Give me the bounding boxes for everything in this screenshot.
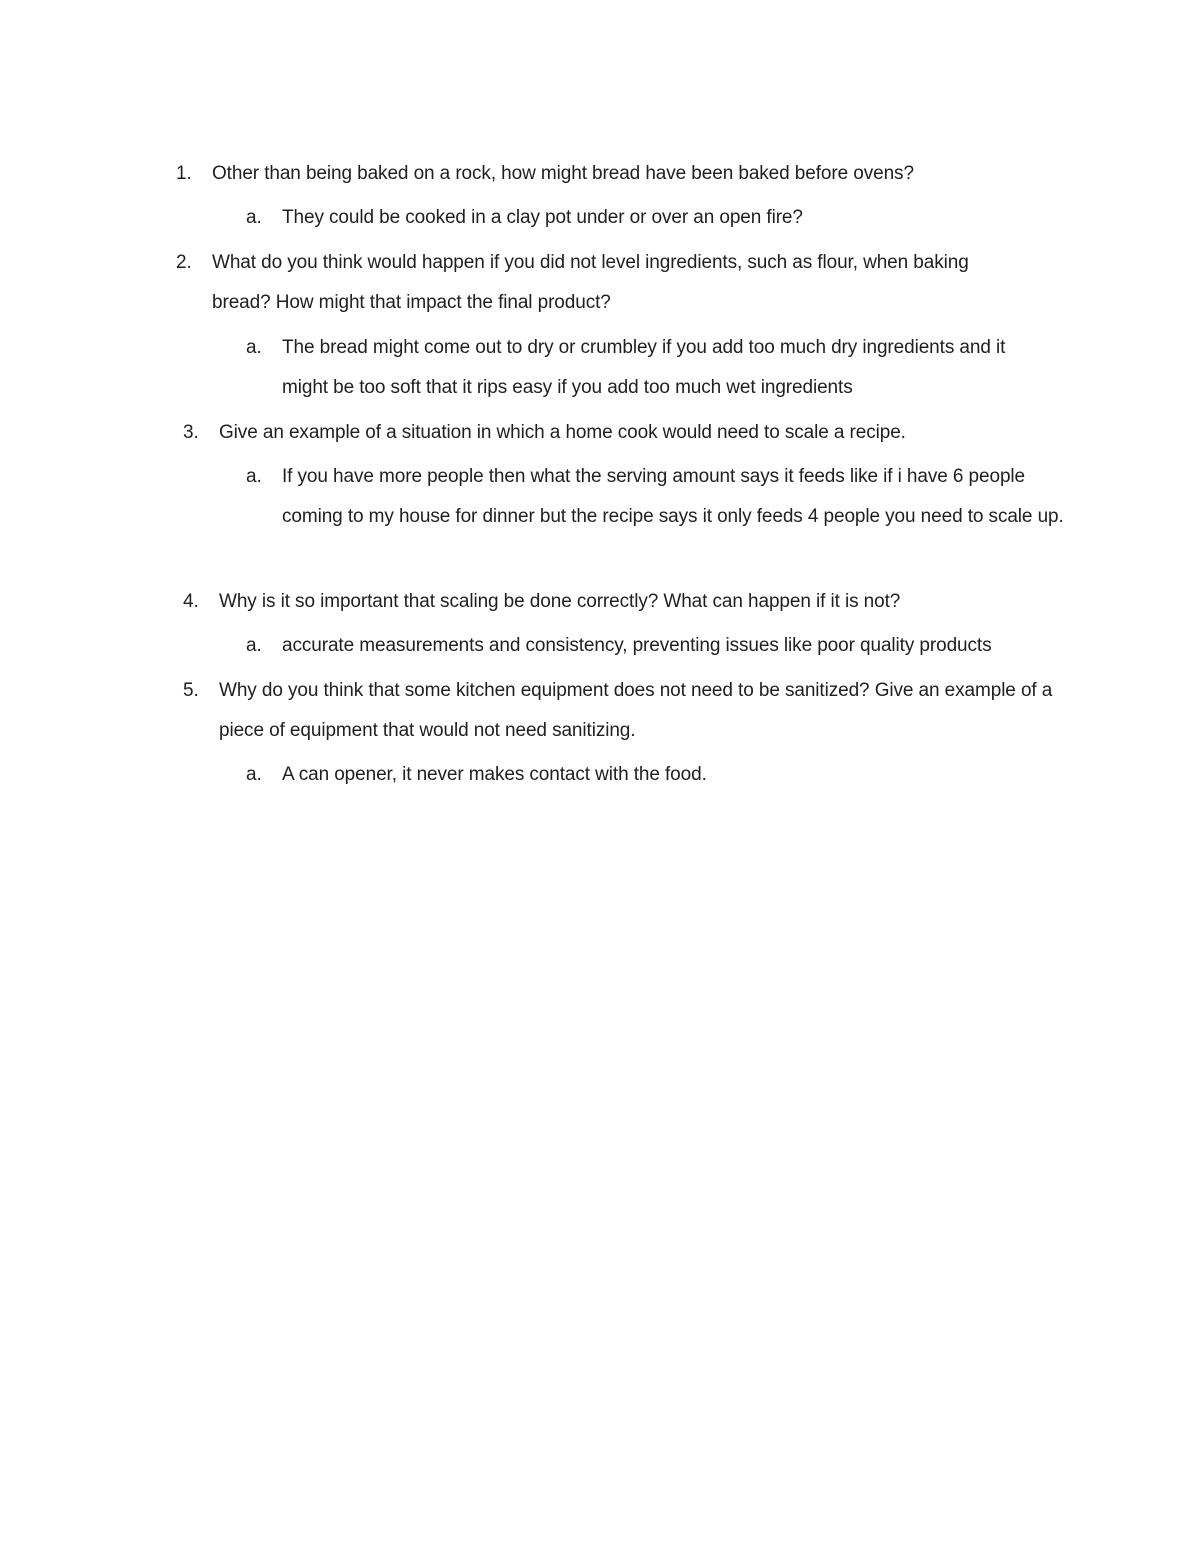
question-text: Why do you think that some kitchen equipment does not need to be sanitized? Give an example of a piece of equipment that would not need sanitizing. [219,680,1053,741]
question-4 [183,582,1063,622]
question-5 [183,671,1063,751]
question-text: Other than being baked on a rock, how might bread have been baked before ovens? [212,163,914,184]
question-number: 5. [183,680,199,701]
answer-text: They could be cooked in a clay pot under or over an open fire? [282,207,803,228]
answer-text: The bread might come out to dry or crumbley if you add too much dry ingredients and it might be too soft that it rips easy if you add too much wet ingredients [282,337,1006,398]
answer-text: A can opener, it never makes contact with the food. [282,764,707,785]
answer-3 [246,457,1066,537]
answer-5 [246,755,1066,795]
answer-letter: a. [246,337,262,358]
answer-letter: a. [246,764,262,785]
answer-4 [246,626,1066,666]
answer-letter: a. [246,466,262,487]
question-2 [176,243,1006,323]
answer-text: If you have more people then what the serving amount says it feeds like if i have 6 people coming to my house for dinner but the recipe says it only feeds 4 people you need to scale up. [282,466,1064,527]
question-1 [176,154,1056,194]
answer-text: accurate measurements and consistency, preventing issues like poor quality products [282,635,992,656]
question-number: 1. [176,163,192,184]
question-text: Why is it so important that scaling be done correctly? What can happen if it is not? [219,591,901,612]
question-number: 4. [183,591,199,612]
question-text: Give an example of a situation in which a home cook would need to scale a recipe. [219,422,906,443]
question-3 [183,413,1063,453]
question-number: 2. [176,252,192,273]
question-number: 3. [183,422,199,443]
answer-1 [246,198,1066,238]
answer-letter: a. [246,635,262,656]
question-text: What do you think would happen if you did not level ingredients, such as flour, when baking bread? How might that impact the final product? [212,252,969,313]
answer-2 [246,328,1046,408]
answer-letter: a. [246,207,262,228]
